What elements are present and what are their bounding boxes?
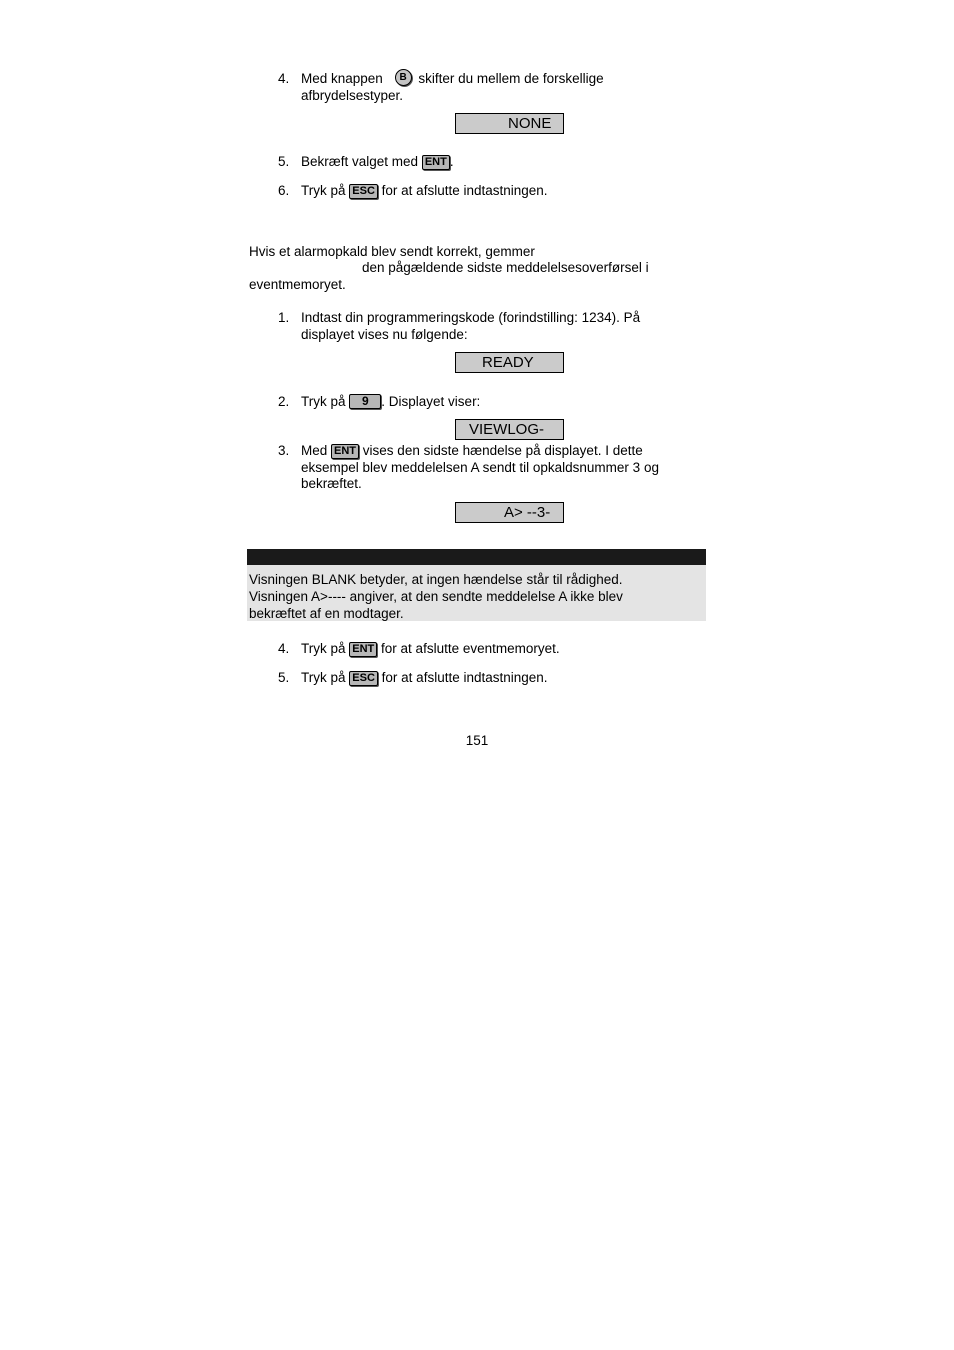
ent-key-icon: ENT [349, 642, 377, 657]
esc-key-icon: ESC [349, 184, 378, 199]
step-number: 4. [278, 641, 290, 656]
lcd-display-ready: READY [455, 352, 564, 373]
step-number: 6. [278, 183, 290, 198]
step-number: 2. [278, 394, 290, 409]
step-text: Tryk på ENT for at afslutte eventmemoryet. [301, 641, 560, 656]
step-text: Med ENT vises den sidste hændelse på displayet. I dette [301, 443, 643, 458]
b-key-icon: B [395, 69, 412, 86]
step-number: 5. [278, 670, 290, 685]
step-text: Tryk på 9 . Displayet viser: [301, 394, 481, 409]
note-box: Visningen BLANK betyder, at ingen hændelse står til rådighed. Visningen A>---- angiver, at den sendte meddelelse A ikke blev bekræftet af en modtager. [247, 565, 706, 621]
lcd-display-viewlog: VIEWLOG- [455, 419, 564, 440]
step-number: 3. [278, 443, 290, 458]
step-text: Tryk på ESC for at afslutte indtastningen. [301, 670, 548, 685]
lcd-display-none: NONE [455, 113, 564, 134]
ent-key-icon: ENT [422, 155, 450, 170]
step-text: Tryk på ESC for at afslutte indtastningen. [301, 183, 548, 198]
esc-key-icon: ESC [349, 671, 378, 686]
lcd-display-a3: A> --3- [455, 502, 564, 523]
step-text: Med knappen B skifter du mellem de forskellige [301, 71, 604, 86]
step-number: 1. [278, 310, 290, 325]
note-header-bar [247, 549, 706, 565]
step-text: Bekræft valget med ENT . [301, 154, 454, 169]
step-number: 5. [278, 154, 290, 169]
step-number: 4. [278, 71, 290, 86]
ent-key-icon: ENT [331, 444, 359, 459]
step-text-line2: afbrydelsestyper. [301, 88, 404, 103]
nine-key-icon: 9 [349, 394, 381, 409]
page-number: 151 [465, 733, 489, 748]
